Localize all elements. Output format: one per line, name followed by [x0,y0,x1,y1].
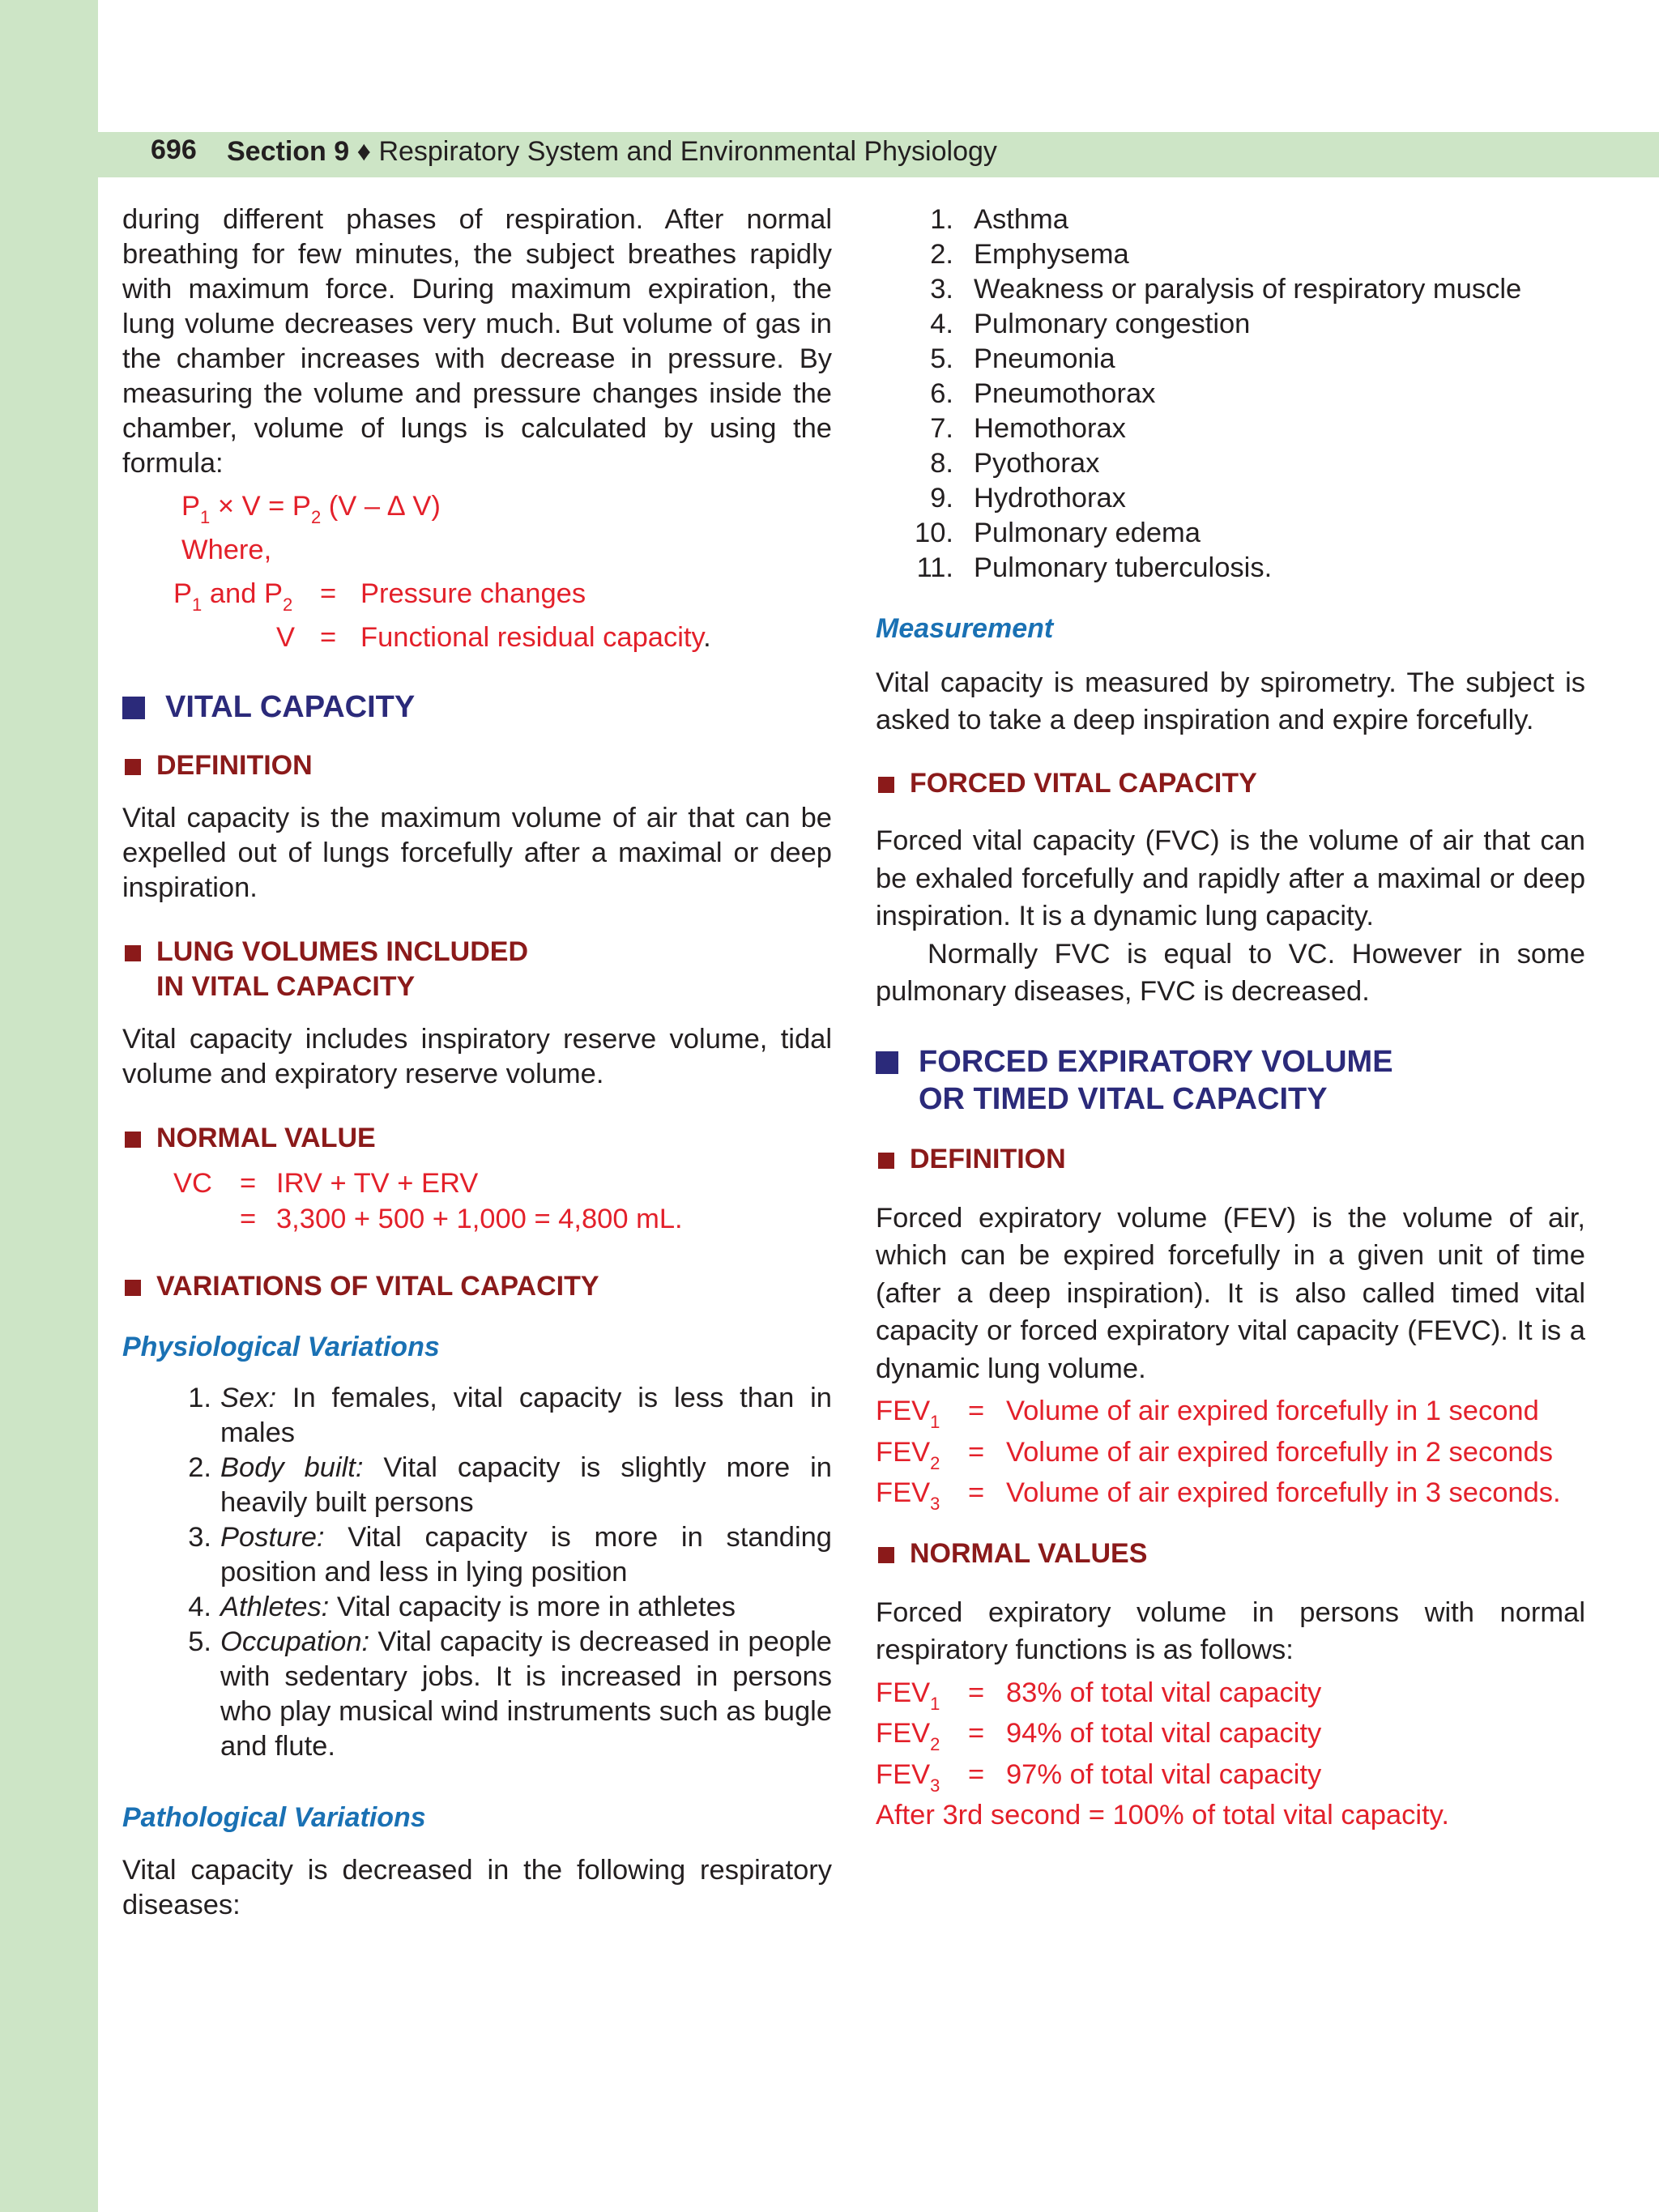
measurement-text: Vital capacity is measured by spirometry. The subject is asked to take a deep inspiration and expire forcefully. [876,667,1585,735]
formula: $P_1 \times V = P_2$ (V – ∆ V) [181,491,441,527]
running-header [227,136,997,168]
fev-row [876,1473,1585,1514]
list-number: 7. [930,413,953,444]
square-bullet-icon [125,759,141,775]
fev-subscript: 1 [930,1693,940,1714]
fev-row [876,1391,1585,1432]
list-term: Body built: [220,1452,364,1483]
fev-subscript: 3 [930,1775,940,1796]
fev-description: Volume of air expired forcefully in 3 seconds. [1006,1477,1561,1508]
square-bullet-icon [878,1547,894,1563]
list-text: Pneumonia [974,343,1115,374]
equals-sign: = [968,1396,985,1426]
list-number: 2. [188,1452,211,1483]
fev-description: 97% of total vital capacity [1006,1758,1322,1790]
normal-values-text: Forced expiratory volume in persons with normal respiratory functions is as follows: [876,1596,1585,1665]
normal-values-heading: NORMAL VALUES [876,1536,1585,1571]
list-item [122,1520,832,1590]
list-item [122,1381,832,1451]
page-margin-band [0,0,98,2212]
equals-sign: = [968,1758,985,1790]
square-bullet-icon [125,1280,141,1296]
formula-where: Where, [181,535,272,565]
fev-description: Volume of air expired forcefully in 1 second [1006,1396,1539,1426]
list-text: Emphysema [974,239,1129,270]
list-item [876,377,1585,411]
normal-value-line-1: VC = IRV + TV + ERV [173,1168,479,1199]
left-column [122,202,832,1923]
list-number: 8. [930,448,953,479]
list-text: Vital capacity is decreased in people with sedentary jobs. It is increased in persons who play musical wind instruments such as bugle and flute. [220,1626,832,1762]
fvc-text: Forced vital capacity (FVC) is the volume of air that can be exhaled forcefully and rapidly after a maximal or deep inspiration. It is a dynamic lung capacity. [876,825,1585,931]
diseases-list [876,202,1585,586]
after-third-second: After 3rd second = 100% of total vital capacity. [876,1800,1449,1831]
definition-text: Vital capacity is the maximum volume of air that can be expelled out of lungs forcefully after a maximal or deep inspiration. [122,803,832,903]
list-number: 4. [188,1592,211,1622]
list-number: 11. [916,552,953,583]
list-number: 9. [930,483,953,514]
list-text: Pyothorax [974,448,1100,479]
normal-value-heading: NORMAL VALUE [122,1121,832,1156]
square-bullet-icon [876,1051,898,1074]
list-number: 3. [188,1522,211,1553]
vital-capacity-heading: VITAL CAPACITY [122,688,832,726]
list-number: 10. [915,518,953,548]
normal-value-line-2: = 3,300 + 500 + 1,000 = 4,800 mL. [240,1204,683,1234]
page-number: 696 [151,134,197,165]
fev-description: 94% of total vital capacity [1006,1718,1322,1749]
fev-definition-rows [876,1391,1585,1514]
fvc-text-2: Normally FVC is equal to VC. However in some pulmonary diseases, FVC is decreased. [876,938,1585,1007]
fev-label: FEV [876,1436,931,1468]
fev-subscript: 2 [930,1452,940,1473]
physiological-variations-heading: Physiological Variations [122,1332,440,1362]
definition-heading: DEFINITION [122,748,832,783]
formula-definition-p: $P_1$ and $P_2$ = Pressure changes [173,578,586,615]
list-text: Pneumothorax [974,378,1156,409]
square-bullet-icon [125,1132,141,1148]
equals-sign: = [968,1677,985,1708]
list-item [122,1590,832,1625]
list-number: 6. [930,378,953,409]
list-item [876,237,1585,272]
list-term: Posture: [220,1522,325,1553]
list-number: 2. [930,239,953,270]
list-number: 1. [188,1383,211,1413]
list-term: Occupation: [220,1626,370,1657]
square-bullet-icon [125,945,141,961]
fev-row [876,1432,1585,1473]
list-text: Pulmonary edema [974,518,1201,548]
list-item [876,307,1585,342]
fev-label: FEV [876,1477,931,1508]
list-item [876,446,1585,481]
list-number: 3. [930,274,953,305]
diamond-separator: ♦ [356,136,371,167]
equals-sign: = [968,1436,985,1468]
fev-row [876,1713,1585,1754]
list-term: Sex: [220,1383,277,1413]
formula-definition-v: V = Functional residual capacity. [276,622,711,653]
fev-row [876,1673,1585,1714]
list-item [876,342,1585,377]
list-item [876,411,1585,446]
list-text: In females, vital capacity is less than in males [220,1383,832,1448]
fev-subscript: 1 [930,1412,940,1432]
list-item [876,551,1585,586]
list-number: 5. [188,1626,211,1657]
fvc-heading: FORCED VITAL CAPACITY [876,766,1585,801]
pathological-variations-heading: Pathological Variations [122,1802,426,1833]
list-item [122,1451,832,1520]
fev-definition-text: Forced expiratory volume (FEV) is the volume of air, which can be expired forcefully in a given unit of time (after a deep inspiration). It is also called timed vital capacity or forced expiratory vital capacity (FEVC). It is a dynamic lung volume. [876,1202,1585,1384]
list-number: 1. [930,204,953,235]
list-text: Hemothorax [974,413,1126,444]
list-text: Hydrothorax [974,483,1126,514]
physiological-variations-list [122,1381,832,1764]
fev-label: FEV [876,1677,931,1708]
fev-row [876,1754,1585,1796]
equals-sign: = [968,1477,985,1508]
list-number: 5. [930,343,953,374]
list-item [876,202,1585,237]
list-text: Pulmonary congestion [974,309,1251,339]
square-bullet-icon [878,1153,894,1169]
right-column [876,202,1585,1835]
square-bullet-icon [122,697,145,719]
list-text: Pulmonary tuberculosis. [974,552,1273,583]
list-term: Athletes: [220,1592,330,1622]
section-label: Section 9 [227,136,350,167]
list-item [122,1625,832,1764]
pathological-variations-text: Vital capacity is decreased in the following respiratory diseases: [122,1855,832,1920]
list-item [876,516,1585,551]
fev-heading: FORCED EXPIRATORY VOLUME OR TIMED VITAL CAPACITY [876,1043,1585,1118]
fev-description: Volume of air expired forcefully in 2 seconds [1006,1436,1554,1468]
measurement-heading: Measurement [876,613,1054,644]
lung-volumes-text: Vital capacity includes inspiratory reserve volume, tidal volume and expiratory reserve volume. [122,1024,832,1089]
intro-paragraph: during different phases of respiration. After normal breathing for few minutes, the subject breathes rapidly with maximum force. During maximum expiration, the lung volume decreases very much. But volume of gas in the chamber increases with decrease in pressure. By measuring the volume and pressure changes inside the chamber, volume of lungs is calculated by using the formula: [122,204,832,479]
list-text: Weakness or paralysis of respiratory muscle [974,274,1522,305]
equals-sign: = [968,1718,985,1749]
fev-description: 83% of total vital capacity [1006,1677,1322,1708]
fev-label: FEV [876,1718,931,1749]
square-bullet-icon [878,777,894,793]
fev-label: FEV [876,1758,931,1790]
section-title: Respiratory System and Environmental Physiology [378,136,997,167]
normal-values-rows [876,1673,1585,1796]
list-number: 4. [930,309,953,339]
variations-heading: VARIATIONS OF VITAL CAPACITY [122,1269,832,1304]
list-text: Vital capacity is more in athletes [329,1592,736,1622]
fev-definition-heading: DEFINITION [876,1142,1585,1177]
list-text: Vital capacity is more in standing position and less in lying position [220,1522,832,1588]
list-text: Vital capacity is slightly more in heavily built persons [220,1452,832,1518]
fev-subscript: 3 [930,1494,940,1514]
fev-label: FEV [876,1396,931,1426]
list-text: Asthma [974,204,1068,235]
list-item [876,481,1585,516]
lung-volumes-heading: LUNG VOLUMES INCLUDED IN VITAL CAPACITY [122,935,832,1004]
list-item [876,272,1585,307]
fev-subscript: 2 [930,1734,940,1754]
